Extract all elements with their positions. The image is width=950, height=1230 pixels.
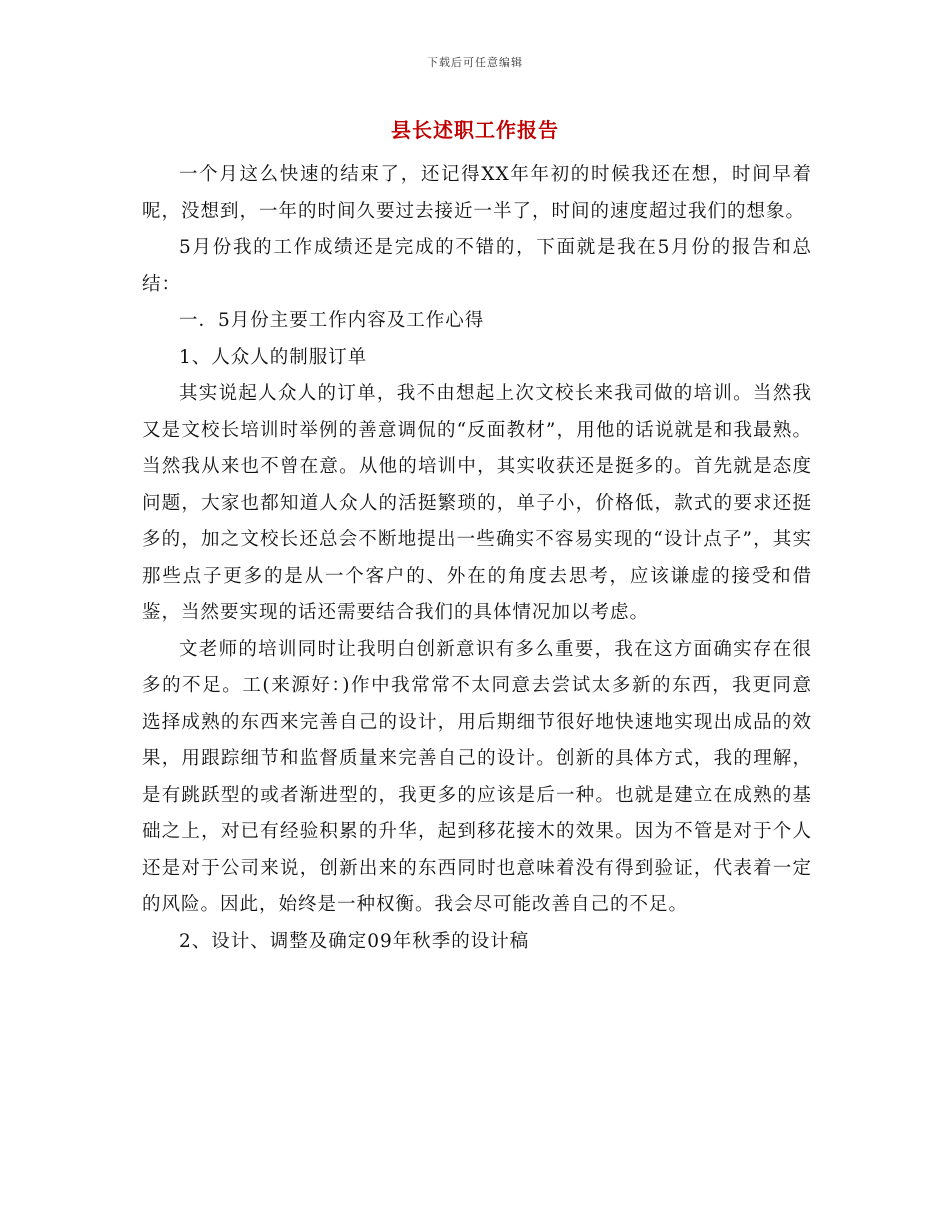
paragraph-innovation: 文老师的培训同时让我明白创新意识有多么重要，我在这方面确实存在很多的不足。工(来源好：)作中我常常不太同意去尝试太多新的东西，我更同意选择成熟的东西来完善自己的设计，用后期细节很好地快速地实现出成品的效果，用跟踪细节和监督质量来完善自己的设计。创新的具体方式，我的理解，是有跳跃型的或者渐进型的，我更多的应该是后一种。也就是建立在成熟的基础之上，对已有经验积累的升华，起到移花接木的效果。因为不管是对于个人还是对于公司来说，创新出来的东西同时也意味着没有得到验证，代表着一定的风险。因此，始终是一种权衡。我会尽可能改善自己的不足。 <box>142 638 812 915</box>
paragraph-training-reflection: 其实说起人众人的订单，我不由想起上次文校长来我司做的培训。当然我又是文校长培训时举例的善意调侃的“反面教材”，用他的话说就是和我最熟。当然我从来也不曾在意。从他的培训中，其实收获还是挺多的。首先就是态度问题，大家也都知道人众人的活挺繁琐的，单子小，价格低，款式的要求还挺多的，加之文校长还总会不断地提出一些确实不容易实现的“设计点子”，其实那些点子更多的是从一个客户的、外在的角度去思考，应该谦虚的接受和借鉴，当然要实现的话还需要结合我们的具体情况加以考虑。 <box>142 383 812 623</box>
subheading-uniform-order: 1、人众人的制服订单 <box>179 346 368 368</box>
document-body <box>142 157 812 960</box>
subheading-design-drafts: 2、设计、调整及确定09年秋季的设计稿 <box>179 930 530 952</box>
section-heading-main-work: 一．5月份主要工作内容及工作心得 <box>179 310 485 331</box>
page-header-note: 下载后可任意编辑 <box>427 56 523 69</box>
paragraph-summary-lead: 5月份我的工作成绩还是完成的不错的，下面就是我在5月份的报告和总结： <box>142 237 812 295</box>
document-title: 县长述职工作报告 <box>391 118 559 142</box>
paragraph-intro: 一个月这么快速的结束了，还记得XX年年初的时候我还在想，时间早着呢，没想到，一年的时间久要过去接近一半了，时间的速度超过我们的想象。 <box>142 164 812 222</box>
